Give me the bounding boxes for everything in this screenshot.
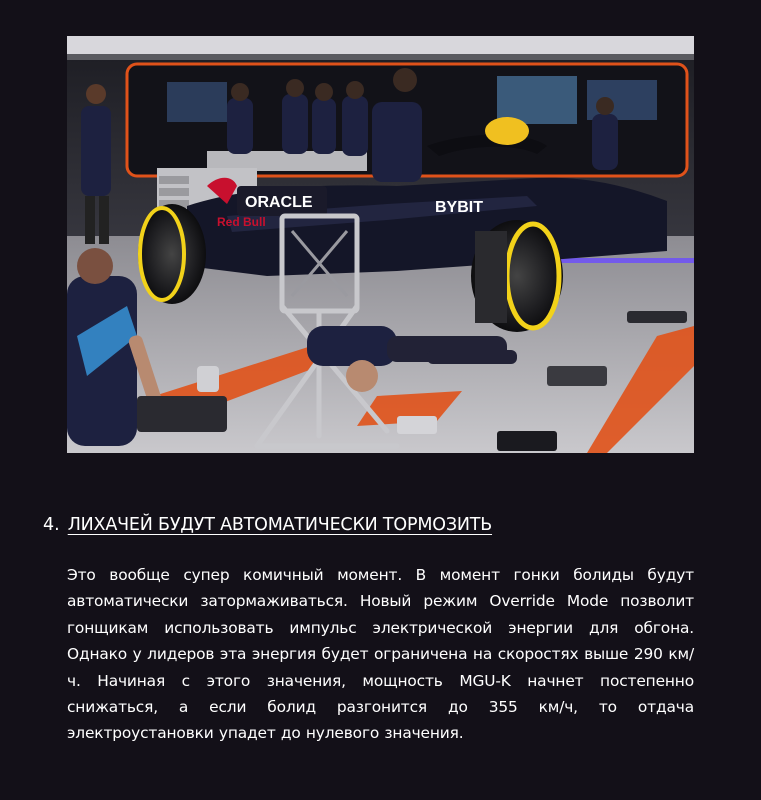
f1-garage-photo [67,36,694,453]
oracle-logo: ORACLE [245,194,313,211]
section-heading [43,512,723,538]
bybit-logo: BYBIT [435,199,483,216]
section-number: 4. [43,515,60,535]
redbull-logo: Red Bull [217,215,266,229]
section-paragraph: Это вообще супер комичный момент. В момент гонки болиды будут автоматически затормаживаться. Новый режим Override Mode позволит гонщикам использовать импульс электрической энергии для обгона. Однако у лидеров эта энергия будет ограничена на скоростях выше 290 км/ч. Начиная с этого значения, мощность MGU-K начнет постепенно снижаться, а если болид разгонится до 355 км/ч, то отдача электроустановки упадет до нулевого значения. [67,566,694,743]
section-title: ЛИХАЧЕЙ БУДУТ АВТОМАТИЧЕСКИ ТОРМОЗИТЬ [67,515,493,535]
